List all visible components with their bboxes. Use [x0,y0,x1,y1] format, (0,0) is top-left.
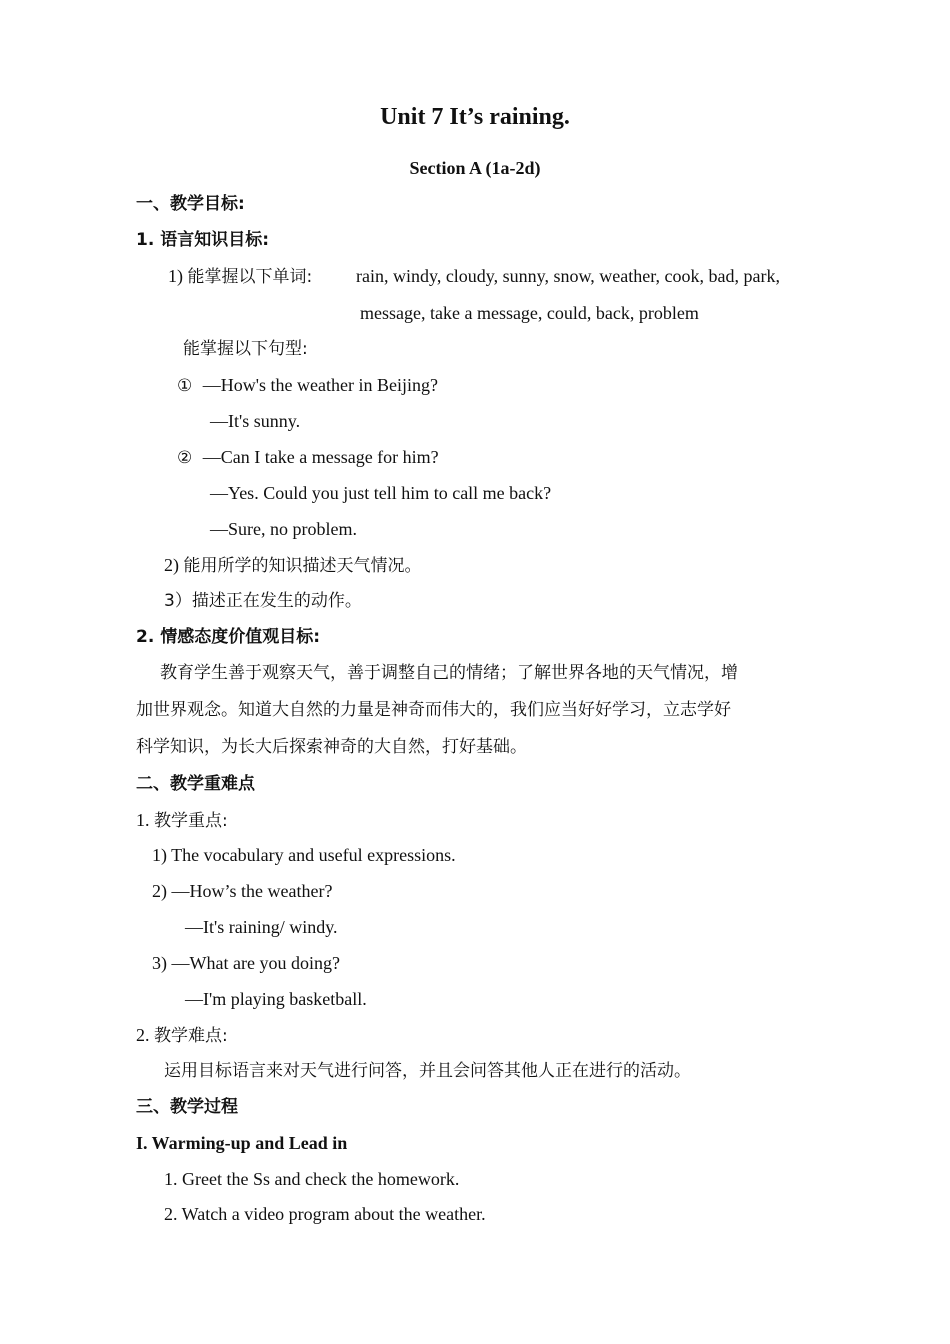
item-2-text: 能用所学的知识描述天气情况。 [183,556,422,576]
language-item-2 [164,554,422,577]
step-1-heading: I. Warming-up and Lead in [136,1133,348,1153]
s2-question-text: —Can I take a message for him? [202,447,439,467]
key-label-text: 教学重点: [154,811,228,831]
words-line-1: rain, windy, cloudy, sunny, snow, weather, cook, bad, park, [356,266,781,286]
heading-teaching-process: 三、教学过程 [136,1097,238,1117]
key-points-label [136,809,228,832]
emotion-paragraph-line-3: 科学知识，为长大后探索神奇的大自然，打好基础。 [136,737,527,757]
sentence-2-answer-2: —Sure, no problem. [210,519,357,539]
words-label: 能掌握以下单词: [187,267,313,287]
diff-num: 2. [136,1025,150,1045]
heading-teaching-goals: 一、教学目标: [136,194,245,214]
emotion-paragraph-line-1: 教育学生善于观察天气，善于调整自己的情绪；了解世界各地的天气情况，增 [160,663,738,683]
section-subtitle: Section A (1a-2d) [409,158,541,178]
heading-key-difficult-points: 二、教学重难点 [136,774,255,794]
language-item-3: 3）描述正在发生的动作。 [164,591,362,611]
step-1-item-2: 2. Watch a video program about the weather. [164,1204,486,1224]
key-point-1: 1) The vocabulary and useful expressions. [152,845,456,865]
circle-1-marker: ① [177,376,193,396]
key-point-3-answer: —I'm playing basketball. [185,989,367,1009]
words-item [168,265,312,288]
key-point-2-answer: —It's raining/ windy. [185,917,338,937]
circle-2-marker: ② [177,448,193,468]
diff-label-text: 教学难点: [154,1026,228,1046]
sentence-1-question [177,374,438,397]
words-line-2: message, take a message, could, back, problem [360,303,699,323]
key-point-3-question: 3) —What are you doing? [152,953,340,973]
difficult-points-label [136,1024,228,1047]
heading-language-goals: 1. 语言知识目标: [136,230,270,250]
page-title: Unit 7 It’s raining. [380,104,570,130]
s1-question-text: —How's the weather in Beijing? [202,375,438,395]
difficult-points-text: 运用目标语言来对天气进行问答，并且会问答其他人正在进行的活动。 [164,1061,691,1081]
emotion-paragraph-line-2: 加世界观念。知道大自然的力量是神奇而伟大的，我们应当好好学习，立志学好 [136,700,731,720]
key-point-2-question: 2) —How’s the weather? [152,881,333,901]
key-num: 1. [136,810,150,830]
sentence-2-question [177,446,439,469]
step-1-item-1: 1. Greet the Ss and check the homework. [164,1169,460,1189]
words-num: 1) [168,266,183,286]
sentence-1-answer: —It's sunny. [210,411,301,431]
sentences-label: 能掌握以下句型: [183,339,308,359]
item-2-num: 2) [164,555,179,575]
heading-emotion-goals: 2. 情感态度价值观目标: [136,627,321,647]
sentence-2-answer-1: —Yes. Could you just tell him to call me back? [210,483,552,503]
